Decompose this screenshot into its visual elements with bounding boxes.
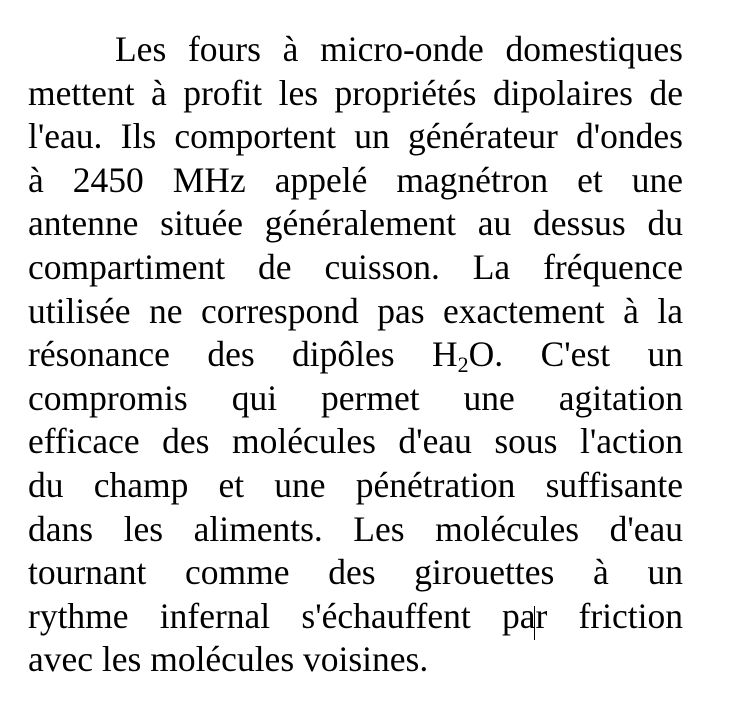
line-text: O. C'est un xyxy=(468,334,683,375)
paragraph-line: utilisée ne correspond pas exactement à la xyxy=(28,290,683,331)
paragraph-line: avec les molécules voisines. xyxy=(28,639,429,680)
paragraph-line: mettent à profit les propriétés dipolaires de xyxy=(28,72,683,113)
water-subscript: 2 xyxy=(457,352,469,378)
paragraph-line: l'eau. Ils comportent un générateur d'ondes xyxy=(28,116,683,157)
paragraph-line: efficace des molécules d'eau sous l'action xyxy=(28,421,683,462)
line-text: rythme infernal s'échauffent pa xyxy=(28,595,536,636)
paragraph-line: Les fours à micro-onde domestiques xyxy=(115,29,683,69)
paragraph-line: antenne située généralement au dessus du xyxy=(28,203,683,244)
paragraph-line: du champ et une pénétration suffisante xyxy=(28,464,683,505)
paragraph-line: compartiment de cuisson. La fréquence xyxy=(28,246,683,287)
body-paragraph xyxy=(28,28,683,682)
paragraph-line xyxy=(28,333,683,377)
paragraph-line: tournant comme des girouettes à un xyxy=(28,552,683,593)
line-text: résonance des dipôles H xyxy=(28,334,458,375)
paragraph-line: dans les aliments. Les molécules d'eau xyxy=(28,508,683,549)
line-text: r friction xyxy=(535,595,684,636)
paragraph-line: à 2450 MHz appelé magnétron et une xyxy=(28,159,683,200)
paragraph-line xyxy=(28,595,683,639)
paragraph-line: compromis qui permet une agitation xyxy=(28,377,683,418)
